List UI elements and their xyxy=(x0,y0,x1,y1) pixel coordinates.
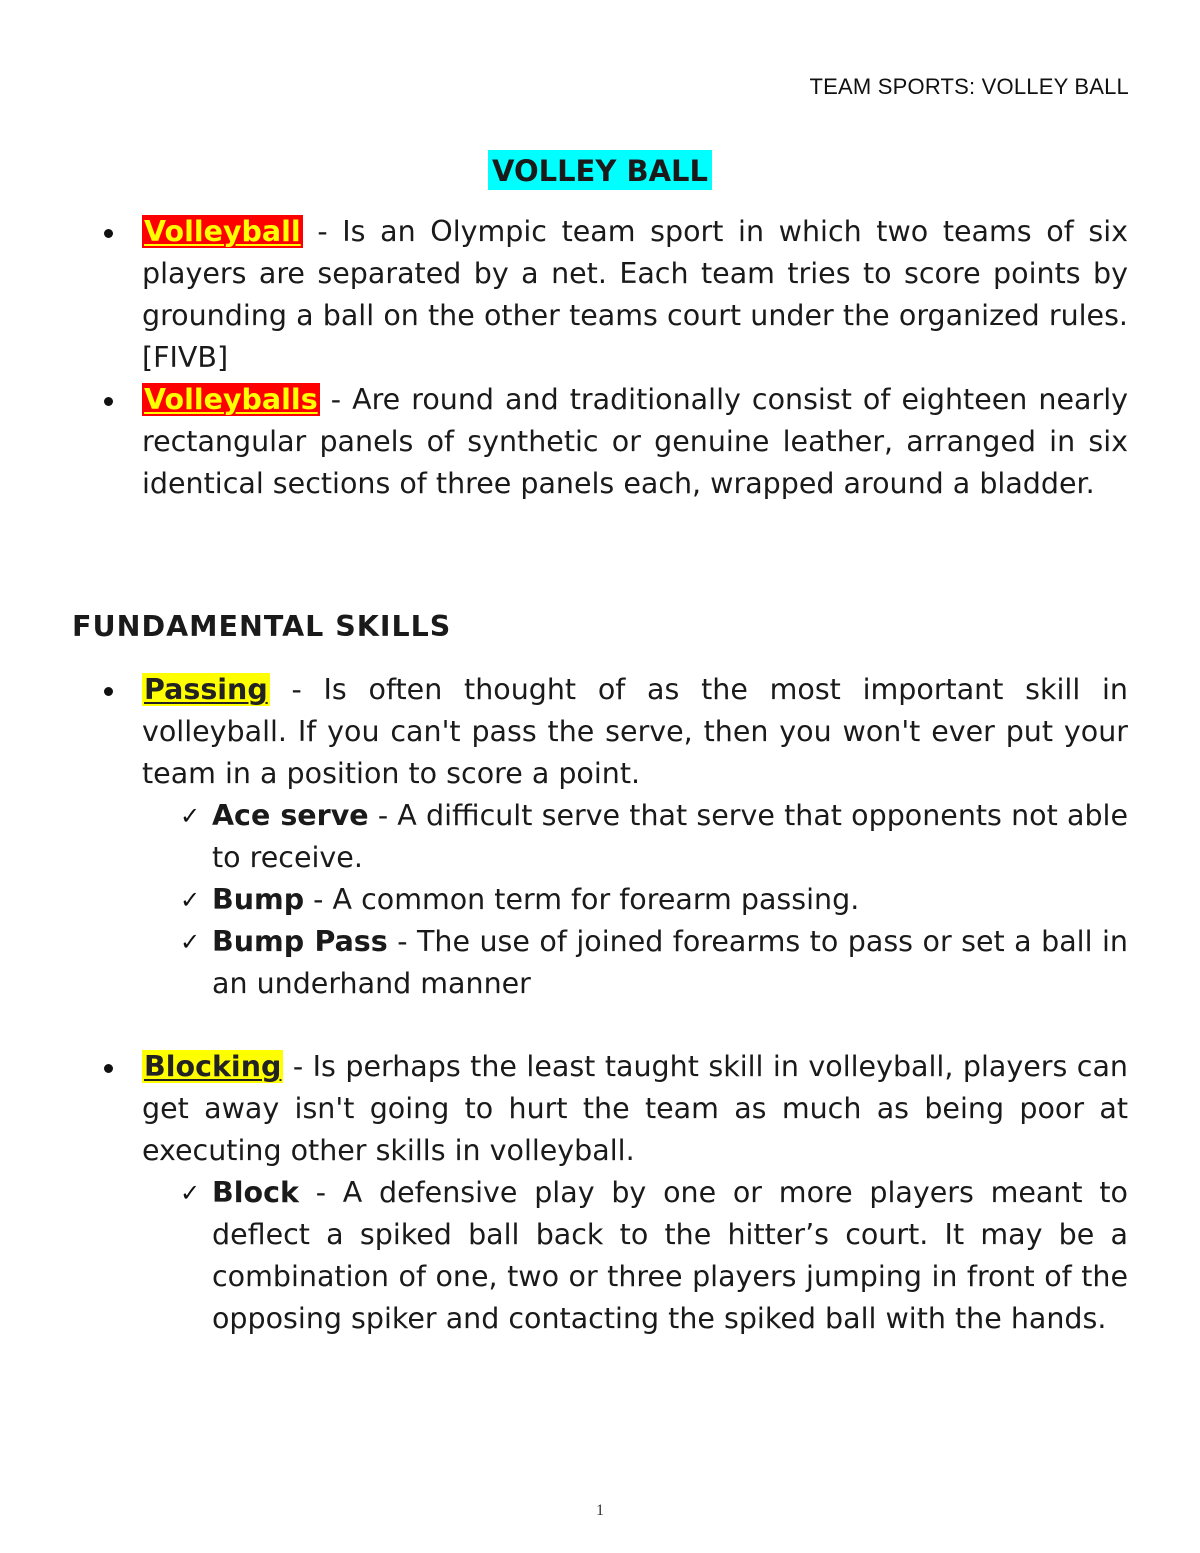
term-volleyballs: Volleyballs xyxy=(144,383,318,416)
bullet-dot-icon xyxy=(104,1064,113,1073)
definition-text: - A common term for forearm passing. xyxy=(304,883,860,916)
check-mark-icon: ✓ xyxy=(180,802,201,830)
definition-text: - Are round and traditionally consist of eighteen nearly rectangular panels of synthetic or genuine leather, arranged in six identical sections of three panels each, wrapped around a bladder. xyxy=(142,383,1128,500)
sub-list-item xyxy=(72,795,1128,879)
sub-list-item xyxy=(72,921,1128,1005)
section-heading: FUNDAMENTAL SKILLS xyxy=(72,610,452,643)
list-item xyxy=(72,669,1128,795)
bullet-dot-icon xyxy=(104,229,113,238)
check-mark-icon: ✓ xyxy=(180,886,201,914)
term-volleyball: Volleyball xyxy=(144,215,301,248)
term-ace-serve: Ace serve xyxy=(212,799,369,832)
sub-list-item xyxy=(72,1172,1128,1340)
definition-text: - A defensive play by one or more players meant to deflect a spiked ball back to the hitter’s court. It may be a combination of one, two or three players jumping in front of the opposing spiker and contacting the spiked ball with the hands. xyxy=(212,1176,1128,1335)
skill-blocking xyxy=(72,1046,1128,1340)
bullet-dot-icon xyxy=(104,397,113,406)
list-item xyxy=(72,1046,1128,1172)
term-bump-pass: Bump Pass xyxy=(212,925,388,958)
term-block: Block xyxy=(212,1176,299,1209)
definition-text: - Is an Olympic team sport in which two teams of six players are separated by a net. Each team tries to score points by grounding a ball on the other teams court under the organized rules.[FIVB] xyxy=(142,215,1128,374)
sub-list-item xyxy=(72,879,1128,921)
title-wrap xyxy=(0,150,1200,190)
page-number: 1 xyxy=(596,1502,604,1519)
check-mark-icon: ✓ xyxy=(180,928,201,956)
bullet-dot-icon xyxy=(104,687,113,696)
list-item xyxy=(72,379,1128,505)
definition-text: - Is perhaps the least taught skill in volleyball, players can get away isn't going to hurt the team as much as being poor at executing other skills in volleyball. xyxy=(142,1050,1128,1167)
skill-passing xyxy=(72,669,1128,1005)
term-passing: Passing xyxy=(144,673,268,706)
definition-text: - Is often thought of as the most important skill in volleyball. If you can't pass the serve, then you won't ever put your team in a position to score a point. xyxy=(142,673,1128,790)
document-title: VOLLEY BALL xyxy=(488,150,712,190)
term-blocking: Blocking xyxy=(144,1050,282,1083)
definition-text: - A difficult serve that serve that opponents not able to receive. xyxy=(212,799,1128,874)
intro-list xyxy=(72,211,1128,505)
running-header: TEAM SPORTS: VOLLEY BALL xyxy=(809,74,1129,99)
term-bump: Bump xyxy=(212,883,305,916)
list-item xyxy=(72,211,1128,379)
definition-text: - The use of joined forearms to pass or set a ball in an underhand manner xyxy=(212,925,1128,1000)
check-mark-icon: ✓ xyxy=(180,1179,201,1207)
